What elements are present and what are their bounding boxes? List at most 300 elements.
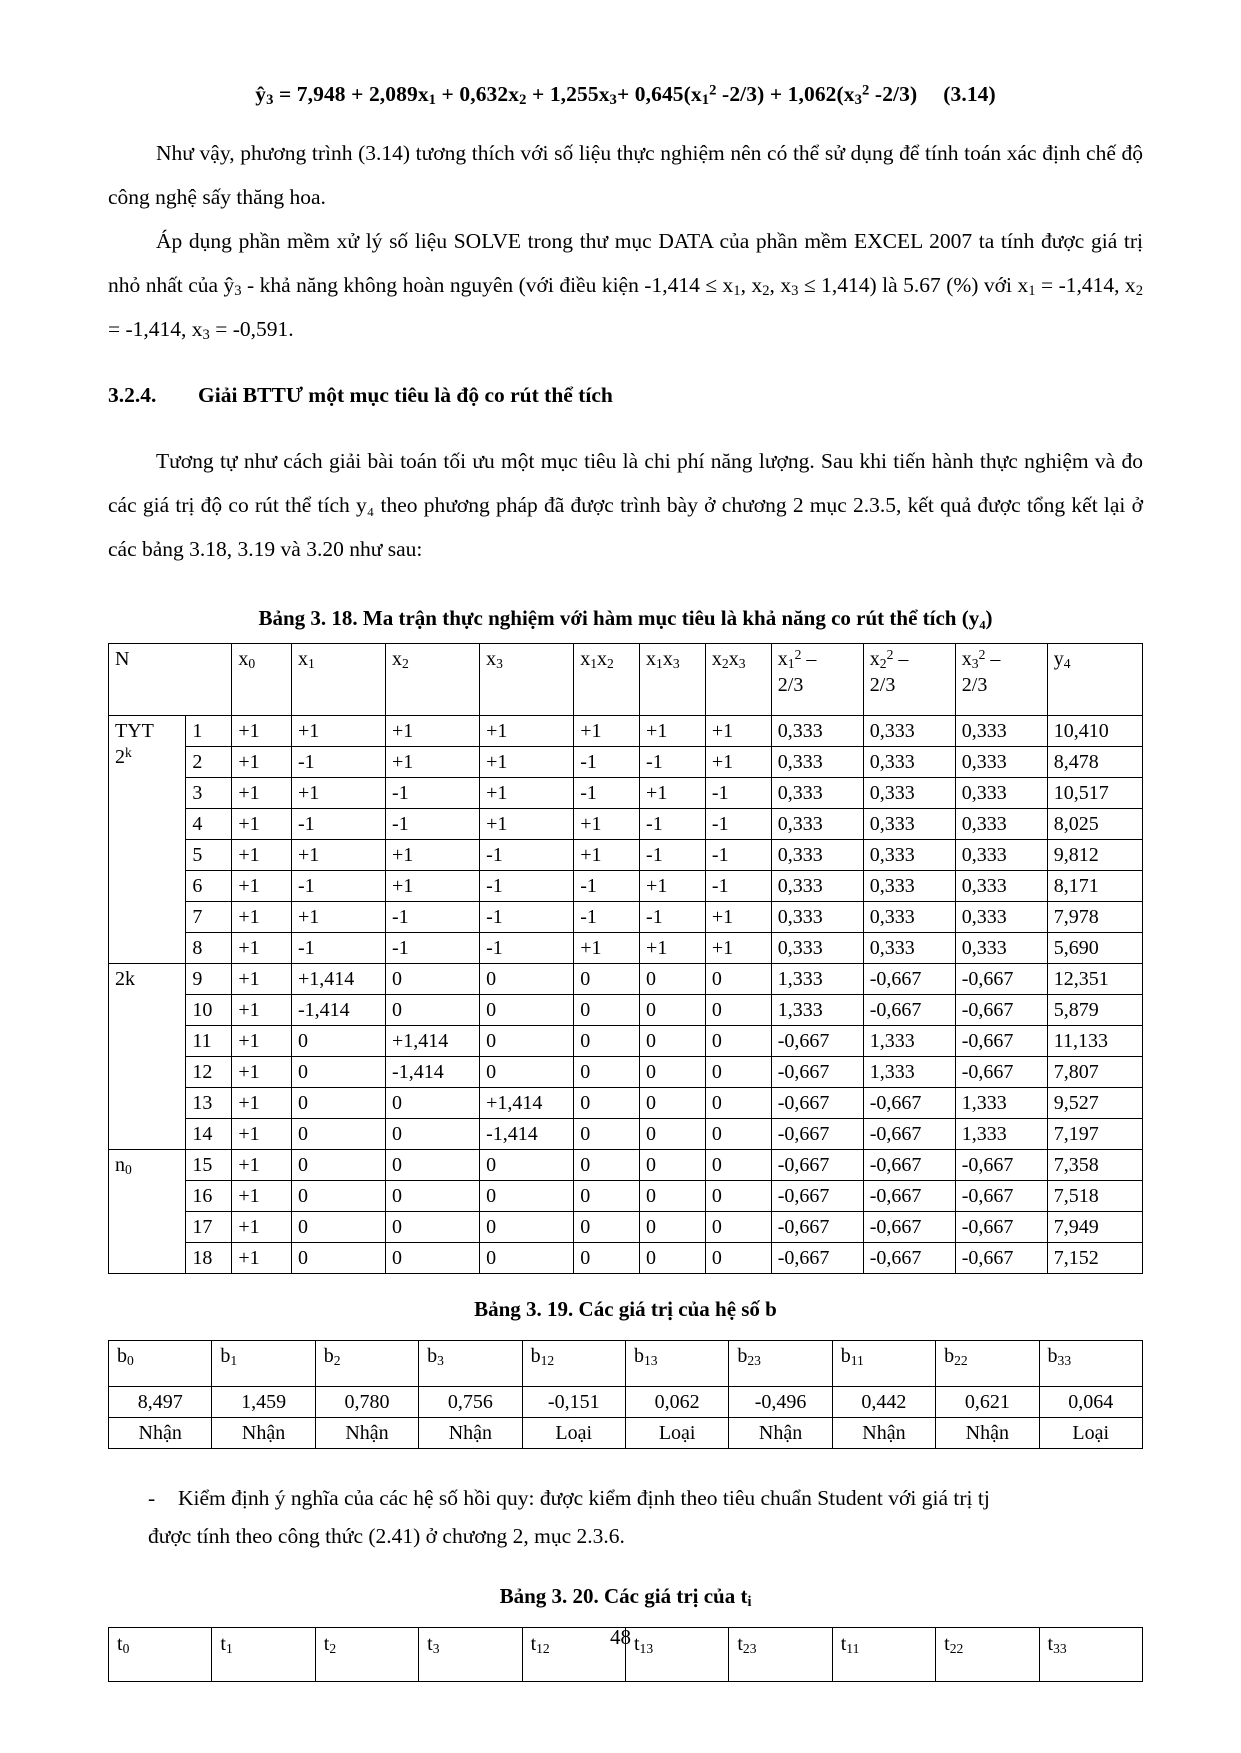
cell: +1 [232,1243,292,1274]
row-index: 3 [186,778,232,809]
cell: +1 [640,871,706,902]
row-index: 10 [186,995,232,1026]
cell: -0,496 [729,1387,832,1418]
header-cell-t33: $t_{33}$ [1039,1628,1142,1682]
table-319-caption: Bảng 3. 19. Các giá trị của hệ số b [474,1297,777,1321]
table-row [109,1150,1143,1181]
table-row [109,1181,1143,1212]
cell: 8,497 [109,1387,212,1418]
cell: 0 [640,995,706,1026]
cell: 0 [291,1243,385,1274]
cell: 0 [480,964,574,995]
equation-3-14 [108,82,1143,107]
status-badge: Nhận [212,1418,315,1449]
cell: 1,333 [863,1026,955,1057]
header-cell-b0: $b_0$ [109,1341,212,1387]
cell: -1 [640,902,706,933]
cell: 0,621 [936,1387,1039,1418]
header-cell-x1: $x_1$ [291,644,385,716]
cell: 0,333 [771,840,863,871]
header-cell-b22: $b_{22}$ [936,1341,1039,1387]
cell: 0 [386,1243,480,1274]
cell: 0 [640,1119,706,1150]
paragraph-2: Áp dụng phần mềm xử lý số liệu SOLVE trong thư mục DATA của phần mềm EXCEL 2007 ta tính được giá trị nhỏ nhất của $ŷ_3$ - khả năng không hoàn nguyên (với điều kiện $-1,414 \le x_1$, $x_2$, $x_3 \le 1,414$) là 5.67 (%) với $x_1 = -1,414$, $x_2 = -1,414$, $x_3 = -0,591$. [108,229,1143,344]
table-row [109,1088,1143,1119]
cell: 0 [640,1243,706,1274]
cell: 0 [480,1150,574,1181]
cell: +1 [291,902,385,933]
cell: -1 [705,809,771,840]
cell: 10,410 [1047,716,1142,747]
cell: +1 [232,871,292,902]
cell: 5,690 [1047,933,1142,964]
cell: 0,333 [771,871,863,902]
header-cell-b23: $b_{23}$ [729,1341,832,1387]
cell: +1 [640,778,706,809]
cell: +1 [232,809,292,840]
cell: 1,333 [771,995,863,1026]
table-318 [108,643,1143,1274]
cell: 0,442 [832,1387,935,1418]
header-cell-n: N [109,644,232,716]
cell: 0,333 [863,933,955,964]
cell: 0 [291,1181,385,1212]
section-number: 3.2.4. [108,383,157,407]
cell: -1 [291,747,385,778]
row-index: 7 [186,902,232,933]
cell: 0 [640,1150,706,1181]
cell: 0 [705,995,771,1026]
cell: +1 [480,778,574,809]
header-cell-b1: $b_1$ [212,1341,315,1387]
row-index: 2 [186,747,232,778]
equation-number: (3.14) [943,82,996,106]
cell: -1 [480,933,574,964]
cell: +1 [232,778,292,809]
cell: 0 [640,964,706,995]
cell: -0,667 [771,1119,863,1150]
cell: +1 [232,1181,292,1212]
table-row [109,933,1143,964]
table-318-header-row [109,644,1143,716]
cell: +1 [705,902,771,933]
cell: -1 [480,902,574,933]
paragraph-2-part7: = -1,414, x [108,317,203,341]
cell: 0,064 [1039,1387,1142,1418]
header-cell-b12: $b_{12}$ [522,1341,625,1387]
table-row [109,964,1143,995]
group-label-n0: $n_0$ [109,1150,186,1274]
header-cell-b33: $b_{33}$ [1039,1341,1142,1387]
cell: 7,197 [1047,1119,1142,1150]
cell: 0,333 [955,778,1047,809]
table-row [109,716,1143,747]
cell: 0 [291,1057,385,1088]
table-row [109,1119,1143,1150]
cell: 0 [574,964,640,995]
cell: 0,756 [419,1387,522,1418]
cell: 0 [640,1212,706,1243]
cell: 0 [480,1212,574,1243]
row-index: 1 [186,716,232,747]
row-index: 5 [186,840,232,871]
cell: 0,062 [625,1387,728,1418]
cell: -1,414 [291,995,385,1026]
cell: 8,478 [1047,747,1142,778]
cell: 0 [640,1088,706,1119]
header-cell-t2: $t_2$ [315,1628,418,1682]
cell: -1 [574,902,640,933]
paragraph-2-part3: , x [740,273,763,297]
header-cell-b3: $b_3$ [419,1341,522,1387]
cell: -0,667 [863,995,955,1026]
header-cell-b11: $b_{11}$ [832,1341,935,1387]
cell: 0,333 [955,747,1047,778]
cell: -0,667 [771,1150,863,1181]
paragraph-2-part6: = -1,414, x [1035,273,1136,297]
cell: +1 [574,840,640,871]
header-cell-t0: $t_0$ [109,1628,212,1682]
cell: 11,133 [1047,1026,1142,1057]
cell: 0 [705,1119,771,1150]
row-index: 14 [186,1119,232,1150]
cell: +1,414 [291,964,385,995]
table-row [109,871,1143,902]
row-index: 8 [186,933,232,964]
header-cell-t3: $t_3$ [419,1628,522,1682]
header-cell-t23: $t_{23}$ [729,1628,832,1682]
paragraph-3: Tương tự như cách giải bài toán tối ưu một mục tiêu là chi phí năng lượng. Sau khi tiến hành thực nghiệm và đo các giá trị độ co rút thể tích y₄ theo phương pháp đã được trình bày ở chương 2 mục 2.3.5, kết quả được tổng kết lại ở các bảng 3.18, 3.19 và 3.20 như sau: [108,449,1143,561]
cell: +1 [386,716,480,747]
cell: 0,333 [863,902,955,933]
cell: -0,667 [771,1057,863,1088]
cell: +1 [705,747,771,778]
table-row [109,1057,1143,1088]
cell: +1 [232,1026,292,1057]
cell: 1,333 [863,1057,955,1088]
cell: 0 [386,1119,480,1150]
cell: 0,333 [771,933,863,964]
header-cell-t22: $t_{22}$ [936,1628,1039,1682]
row-index: 15 [186,1150,232,1181]
bullet-line-1 [108,1479,1143,1517]
status-badge: Loại [625,1418,728,1449]
cell: 1,333 [955,1088,1047,1119]
cell: +1 [574,933,640,964]
row-index: 18 [186,1243,232,1274]
cell: -1 [291,809,385,840]
table-320-caption: Bảng 3. 20. Các giá trị của $t_i$ [499,1584,752,1611]
cell: 0,333 [955,809,1047,840]
cell: 0,333 [863,747,955,778]
row-index: 16 [186,1181,232,1212]
table-319-status-row [109,1418,1143,1449]
cell: 0 [705,1026,771,1057]
cell: +1 [480,747,574,778]
cell: +1,414 [480,1088,574,1119]
header-cell-x1x2: $x_1x_2$ [574,644,640,716]
cell: +1 [232,1150,292,1181]
cell: +1 [232,1057,292,1088]
row-index: 6 [186,871,232,902]
cell: 0 [480,1181,574,1212]
cell: -1,414 [480,1119,574,1150]
cell: +1 [232,1119,292,1150]
cell: 0 [640,1057,706,1088]
table-row [109,747,1143,778]
cell: -0,667 [955,964,1047,995]
cell: 0 [291,1150,385,1181]
cell: 0,333 [863,716,955,747]
cell: -0,151 [522,1387,625,1418]
table-319 [108,1340,1143,1449]
table-row [109,1026,1143,1057]
bullet-text-line-2: được tính theo công thức (2.41) ở chương 2, mục 2.3.6. [148,1524,625,1548]
cell: -0,667 [863,1088,955,1119]
cell: 0 [574,1057,640,1088]
cell: 0,333 [771,778,863,809]
cell: 0,333 [955,871,1047,902]
cell: +1 [574,716,640,747]
row-index: 9 [186,964,232,995]
cell: +1 [232,933,292,964]
cell: +1 [386,871,480,902]
table-row [109,778,1143,809]
cell: -0,667 [771,1243,863,1274]
header-cell-x2x3: $x_2x_3$ [705,644,771,716]
cell: 0,333 [863,778,955,809]
cell: -1,414 [386,1057,480,1088]
cell: -0,667 [863,1243,955,1274]
cell: 0 [291,1212,385,1243]
header-cell-x0: $x_0$ [232,644,292,716]
cell: -0,667 [955,1057,1047,1088]
cell: -0,667 [863,1150,955,1181]
cell: -1 [291,871,385,902]
cell: 0 [574,1119,640,1150]
cell: 0,333 [863,809,955,840]
cell: 0 [574,1181,640,1212]
header-cell-x1sq: $x_1^2$ – 2/3 [771,644,863,716]
cell: 9,812 [1047,840,1142,871]
status-badge: Nhận [729,1418,832,1449]
cell: +1 [705,716,771,747]
cell: 0,333 [771,747,863,778]
cell: 7,949 [1047,1212,1142,1243]
cell: +1,414 [386,1026,480,1057]
status-badge: Nhận [109,1418,212,1449]
cell: -0,667 [771,1088,863,1119]
cell: -0,667 [955,1181,1047,1212]
status-badge: Nhận [315,1418,418,1449]
paragraph-2-part4: , x [769,273,792,297]
cell: 1,333 [771,964,863,995]
cell: 0 [386,1150,480,1181]
header-cell-x3: $x_3$ [480,644,574,716]
cell: 0 [705,1212,771,1243]
cell: +1 [386,840,480,871]
header-cell-x3sq: $x_3^2$ – 2/3 [955,644,1047,716]
cell: -0,667 [771,1212,863,1243]
cell: +1 [232,964,292,995]
cell: 0 [386,964,480,995]
cell: +1 [480,809,574,840]
cell: 0 [705,964,771,995]
cell: 0 [291,1088,385,1119]
header-cell-t13: $t_{13}$ [625,1628,728,1682]
bullet-text-line-1: Kiểm định ý nghĩa của các hệ số hồi quy: được kiểm định theo tiêu chuẩn Student với giá trị tj [178,1486,990,1510]
header-cell-t11: $t_{11}$ [832,1628,935,1682]
header-cell-x2: $x_2$ [386,644,480,716]
page-number: 48 [610,1625,631,1649]
header-cell-x1x3: $x_1x_3$ [640,644,706,716]
cell: 5,879 [1047,995,1142,1026]
status-badge: Nhận [419,1418,522,1449]
cell: 7,978 [1047,902,1142,933]
table-318-caption: Bảng 3. 18. Ma trận thực nghiệm với hàm mục tiêu là khả năng co rút thể tích (y₄) [258,606,993,630]
section-heading-3-2-4 [108,375,1143,415]
cell: 0,333 [771,809,863,840]
row-index: 11 [186,1026,232,1057]
cell: -0,667 [863,1212,955,1243]
cell: -0,667 [863,1119,955,1150]
cell: -0,667 [863,964,955,995]
cell: -1 [386,809,480,840]
row-index: 13 [186,1088,232,1119]
table-row [109,1243,1143,1274]
header-cell-b2: $b_2$ [315,1341,418,1387]
cell: -1 [574,747,640,778]
cell: 0 [574,1243,640,1274]
cell: -1 [574,778,640,809]
cell: 0,333 [955,716,1047,747]
cell: 0 [386,1212,480,1243]
cell: -1 [291,933,385,964]
header-cell-x2sq: $x_2^2$ – 2/3 [863,644,955,716]
row-index: 4 [186,809,232,840]
cell: +1 [291,778,385,809]
cell: 0 [574,1212,640,1243]
cell: -1 [386,902,480,933]
equation-body: $ŷ_3 = 7,948 + 2,089x_1 + 0,632x_2 + 1,255x_3+ 0,645(x_1^2$ $-2/3) + 1,062(x_3^2$ -2/3) [255,82,918,109]
table-319-values-row [109,1387,1143,1418]
page-content [108,70,1143,1682]
cell: -0,667 [771,1181,863,1212]
cell: 0 [386,995,480,1026]
cell: 0 [705,1243,771,1274]
cell: -1 [640,840,706,871]
cell: -1 [386,933,480,964]
paragraph-1: Như vậy, phương trình (3.14) tương thích với số liệu thực nghiệm nên có thể sử dụng để tính toán xác định chế độ công nghệ sấy thăng hoa. [108,141,1143,209]
cell: 0 [291,1026,385,1057]
cell: +1 [232,902,292,933]
cell: -1 [480,871,574,902]
cell: 0,333 [955,902,1047,933]
cell: 0 [574,1026,640,1057]
status-badge: Nhận [832,1418,935,1449]
cell: 0,333 [863,840,955,871]
cell: 7,518 [1047,1181,1142,1212]
cell: -1 [705,778,771,809]
cell: +1 [232,1212,292,1243]
cell: -1 [480,840,574,871]
table-row [109,809,1143,840]
status-badge: Loại [522,1418,625,1449]
cell: 0 [705,1057,771,1088]
table-319-header-row [109,1341,1143,1387]
cell: 0 [386,1181,480,1212]
paragraph-2-part5: ≤ 1,414) là 5.67 (%) với x [798,273,1029,297]
cell: +1 [291,840,385,871]
cell: -1 [574,871,640,902]
cell: 7,152 [1047,1243,1142,1274]
cell: -0,667 [955,1243,1047,1274]
cell: +1 [232,747,292,778]
paragraph-2-part1: Áp dụng phần mềm xử lý số liệu SOLVE trong thư mục DATA của phần mềm EXCEL 2007 ta tính được giá trị nhỏ nhất của ŷ [108,229,1143,297]
cell: 8,025 [1047,809,1142,840]
cell: 7,358 [1047,1150,1142,1181]
cell: +1 [232,840,292,871]
cell: -1 [640,747,706,778]
cell: 9,527 [1047,1088,1142,1119]
table-row [109,1212,1143,1243]
cell: +1 [232,1088,292,1119]
cell: -1 [705,871,771,902]
row-index: 17 [186,1212,232,1243]
cell: 8,171 [1047,871,1142,902]
cell: +1 [480,716,574,747]
cell: 0,780 [315,1387,418,1418]
paragraph-2-part2: - khả năng không hoàn nguyên (với điều kiện -1,414 ≤ x [241,273,734,297]
group-label-tyt: TYT 2$^k$ [109,716,186,964]
cell: 0 [480,1026,574,1057]
cell: +1 [386,747,480,778]
bullet-dash: - [148,1486,156,1510]
cell: 0,333 [955,840,1047,871]
cell: 0 [386,1088,480,1119]
cell: 0,333 [955,933,1047,964]
cell: 0 [480,995,574,1026]
paragraph-2-part8: = -0,591. [209,317,294,341]
status-badge: Nhận [936,1418,1039,1449]
cell: +1 [232,716,292,747]
cell: -0,667 [955,1026,1047,1057]
header-cell-t1: $t_1$ [212,1628,315,1682]
cell: +1 [291,716,385,747]
cell: 0,333 [863,871,955,902]
table-row [109,840,1143,871]
cell: -0,667 [955,1150,1047,1181]
cell: 0 [574,1088,640,1119]
cell: +1 [232,995,292,1026]
cell: 0 [640,1026,706,1057]
cell: 0 [480,1057,574,1088]
cell: 1,459 [212,1387,315,1418]
cell: 0 [574,995,640,1026]
cell: +1 [640,716,706,747]
cell: +1 [574,809,640,840]
cell: -0,667 [955,995,1047,1026]
cell: 0 [640,1181,706,1212]
group-label-2k: 2k [109,964,186,1150]
header-cell-y4: $y_4$ [1047,644,1142,716]
cell: 0 [291,1119,385,1150]
cell: 0,333 [771,716,863,747]
cell: 7,807 [1047,1057,1142,1088]
section-title: Giải BTTƯ một mục tiêu là độ co rút thể tích [198,383,613,407]
cell: -0,667 [863,1181,955,1212]
cell: -1 [705,840,771,871]
